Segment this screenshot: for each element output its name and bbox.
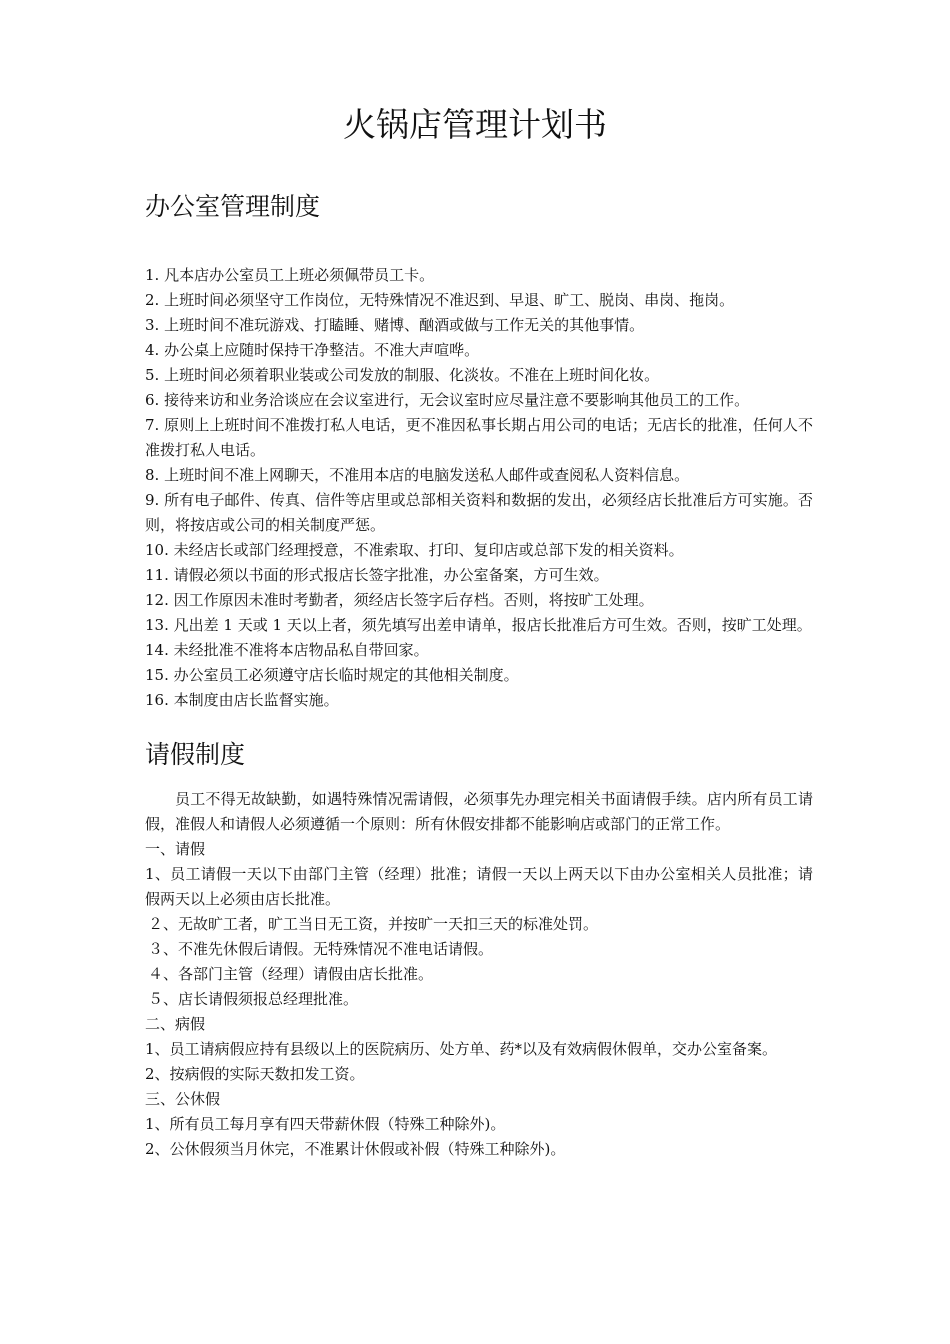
- sick-leave-subsection-title: 二、病假: [145, 1015, 206, 1033]
- public-leave-item: 1、所有员工每月享有四天带薪休假（特殊工种除外)。: [145, 1115, 506, 1133]
- office-rule-item: 12. 因工作原因未准时考勤者，须经店长签字后存档。否则，将按旷工处理。: [145, 591, 654, 609]
- leave-policy-body: [145, 787, 813, 1162]
- leave-item: ３、不准先休假后请假。无特殊情况不准电话请假。: [148, 940, 494, 958]
- office-rule-item: 9. 所有电子邮件、传真、信件等店里或总部相关资料和数据的发出，必须经店长批准后方可实施。否则，将按店或公司的相关制度严惩。: [145, 491, 813, 534]
- office-rule-item: 3. 上班时间不准玩游戏、打瞌睡、赌博、酗酒或做与工作无关的其他事情。: [145, 316, 645, 334]
- document-title: 火锅店管理计划书: [343, 105, 607, 144]
- office-rule-item: 8. 上班时间不准上网聊天，不准用本店的电脑发送私人邮件或查阅私人资料信息。: [145, 466, 690, 484]
- office-rule-item: 2. 上班时间必须坚守工作岗位，无特殊情况不准迟到、早退、旷工、脱岗、串岗、拖岗。: [145, 291, 735, 309]
- office-rule-item: 10. 未经店长或部门经理授意，不准索取、打印、复印店或总部下发的相关资料。: [145, 541, 684, 559]
- sick-leave-item: 2、按病假的实际天数扣发工资。: [145, 1065, 365, 1083]
- office-rule-item: 5. 上班时间必须着职业装或公司发放的制服、化淡妆。不准在上班时间化妆。: [145, 366, 660, 384]
- office-rule-item: 16. 本制度由店长监督实施。: [145, 691, 339, 709]
- leave-policy-intro: 员工不得无故缺勤，如遇特殊情况需请假，必须事先办理完相关书面请假手续。店内所有员工请假，准假人和请假人必须遵循一个原则：所有休假安排都不能影响店或部门的正常工作。: [145, 790, 813, 833]
- leave-item: ５、店长请假须报总经理批准。: [148, 990, 359, 1008]
- leave-item: 1、员工请假一天以下由部门主管（经理）批准；请假一天以上两天以下由办公室相关人员批准；请假两天以上必须由店长批准。: [145, 865, 813, 908]
- office-rule-item: 6. 接待来访和业务洽谈应在会议室进行，无会议室时应尽量注意不要影响其他员工的工作。: [145, 391, 750, 409]
- office-rule-item: 11. 请假必须以书面的形式报店长签字批准，办公室备案，方可生效。: [145, 566, 609, 584]
- office-rule-item: 4. 办公桌上应随时保持干净整洁。不准大声喧哗。: [145, 341, 480, 359]
- office-rules-list: [145, 263, 813, 713]
- public-leave-subsection-title: 三、公休假: [145, 1090, 221, 1108]
- leave-item: ２、无故旷工者，旷工当日无工资，并按旷一天扣三天的标准处罚。: [148, 915, 599, 933]
- office-rule-item: 7. 原则上上班时间不准拨打私人电话，更不准因私事长期占用公司的电话；无店长的批准，任何人不准拨打私人电话。: [145, 416, 813, 459]
- leave-subsection-title: 一、请假: [145, 840, 206, 858]
- leave-policy-heading: 请假制度: [145, 740, 246, 769]
- office-rules-heading: 办公室管理制度: [145, 192, 321, 221]
- office-rule-item: 13. 凡出差 1 天或 1 天以上者，须先填写出差申请单，报店长批准后方可生效。否则，按旷工处理。: [145, 616, 812, 634]
- public-leave-item: 2、公休假须当月休完，不准累计休假或补假（特殊工种除外)。: [145, 1140, 566, 1158]
- office-rule-item: 14. 未经批准不准将本店物品私自带回家。: [145, 641, 429, 659]
- office-rule-item: 15. 办公室员工必须遵守店长临时规定的其他相关制度。: [145, 666, 519, 684]
- sick-leave-item: 1、员工请病假应持有县级以上的医院病历、处方单、药*以及有效病假休假单，交办公室备案。: [145, 1040, 778, 1058]
- office-rule-item: 1. 凡本店办公室员工上班必须佩带员工卡。: [145, 266, 435, 284]
- leave-item: ４、各部门主管（经理）请假由店长批准。: [148, 965, 434, 983]
